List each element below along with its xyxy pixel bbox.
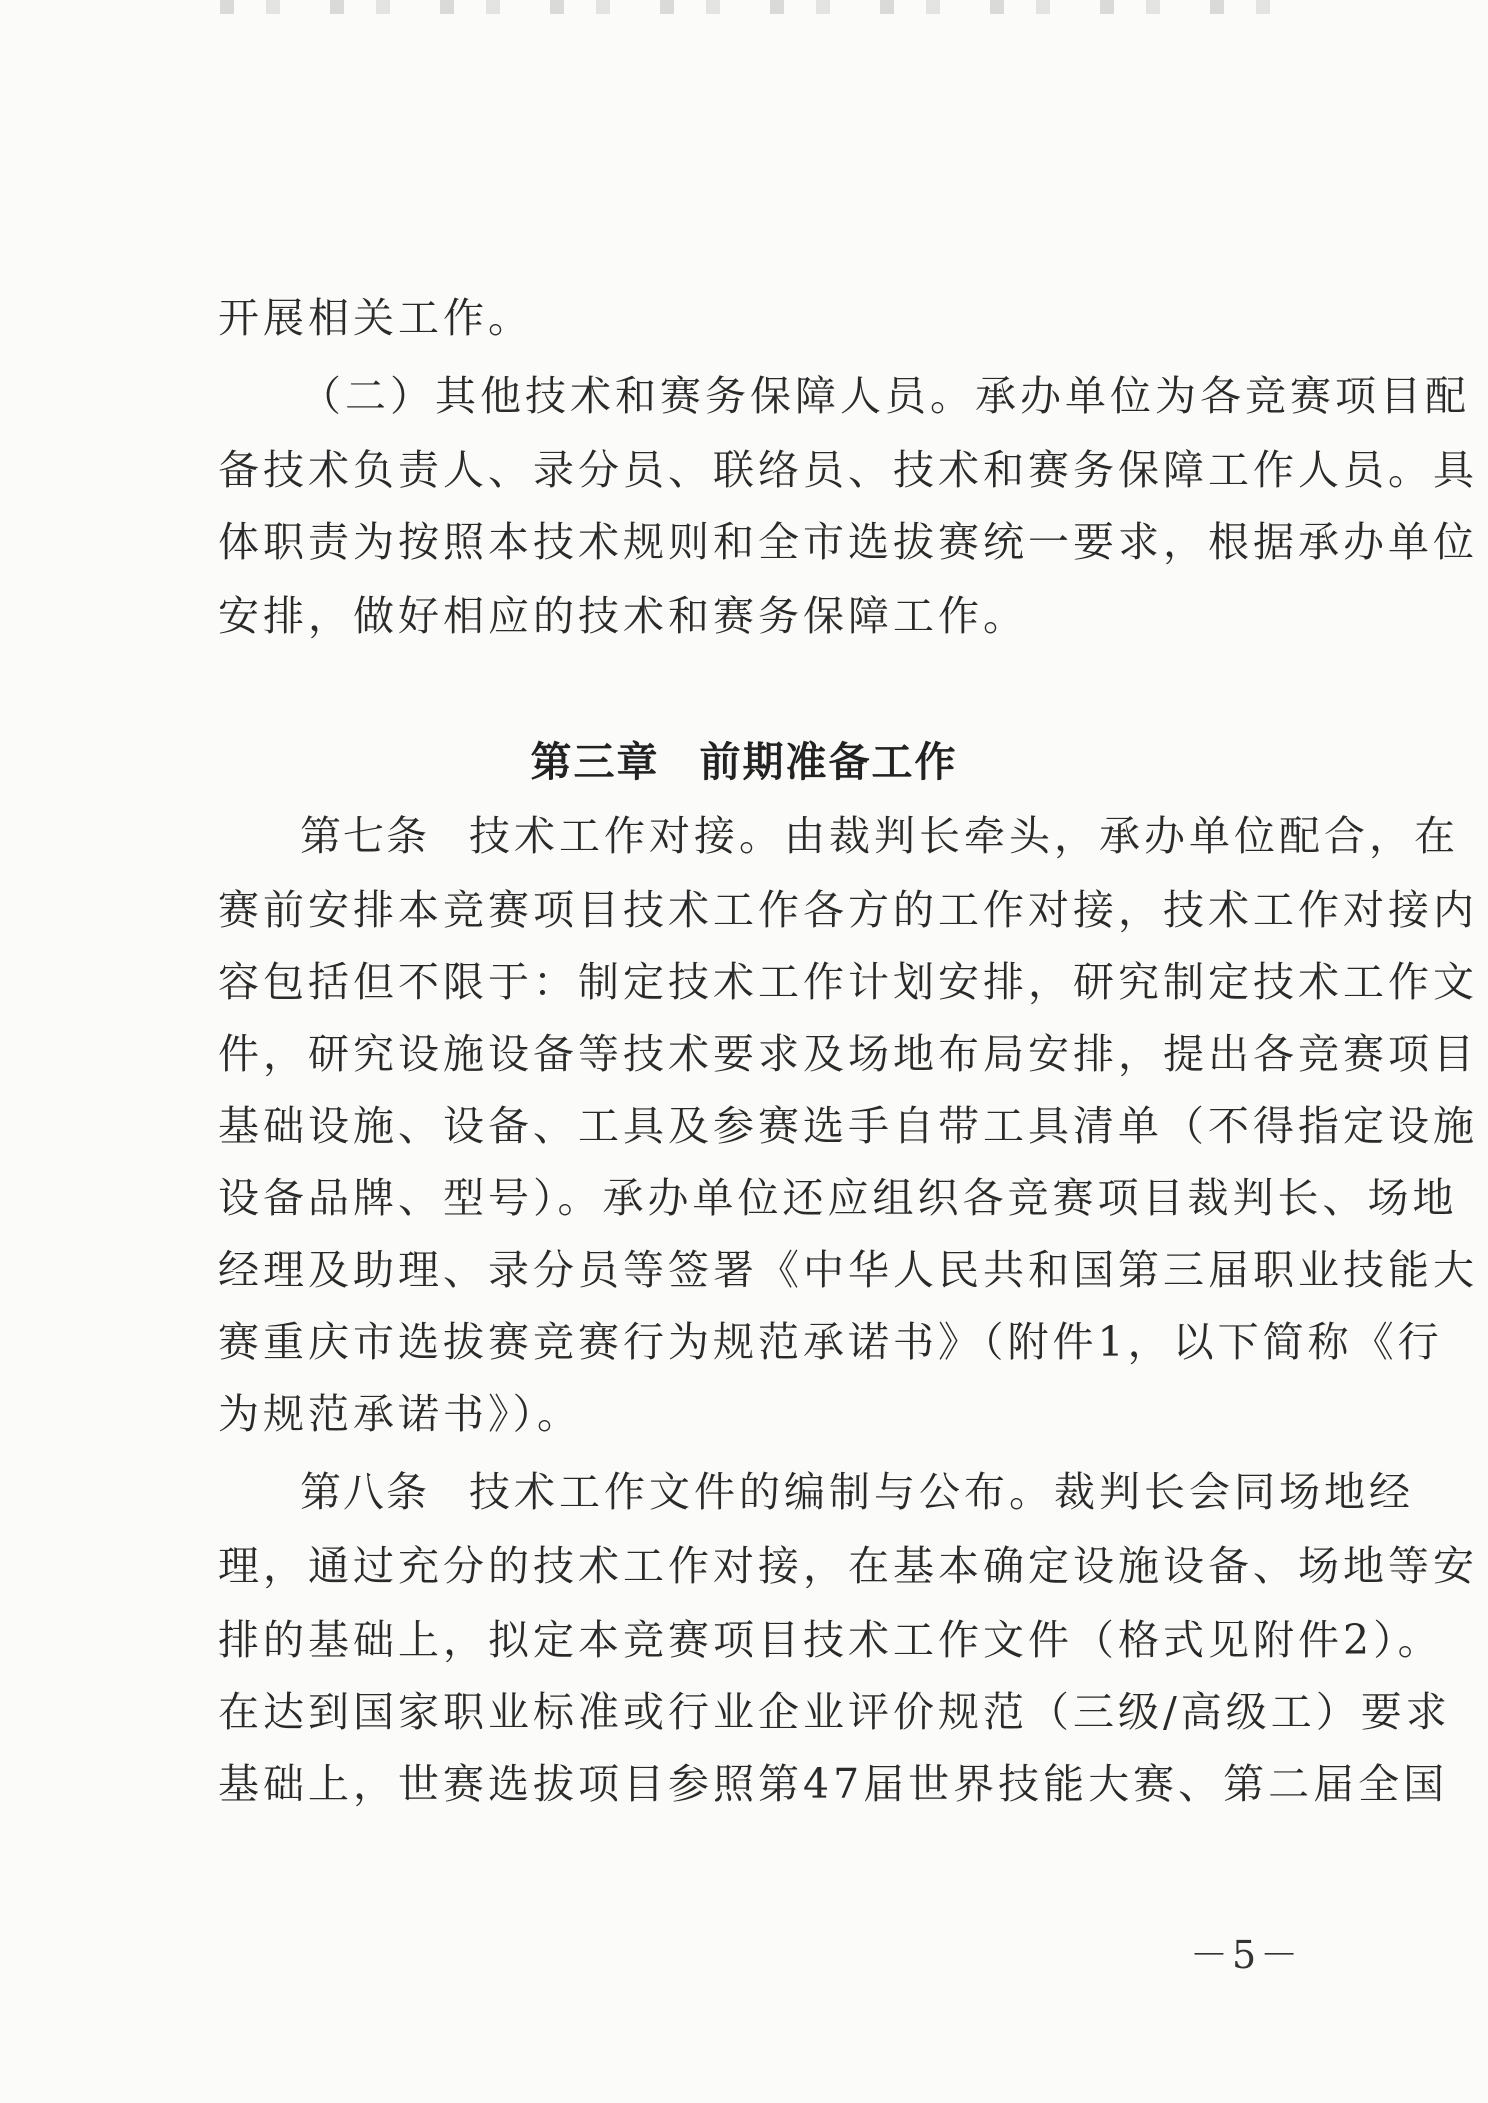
text-line: 容包括但不限于：制定技术工作计划安排，研究制定技术工作文 bbox=[218, 958, 1478, 1006]
text-line: （二）其他技术和赛务保障人员。承办单位为各竞赛项目配 bbox=[300, 372, 1470, 420]
chapter-title: 前期准备工作 bbox=[699, 738, 958, 786]
text-line: 赛重庆市选拔赛竞赛行为规范承诺书》（附件1，以下简称《行 bbox=[218, 1318, 1443, 1366]
chapter-heading bbox=[0, 732, 1488, 792]
text-line: 为规范承诺书》）。 bbox=[218, 1390, 582, 1438]
article-7-text: 技术工作对接。由裁判长牵头，承办单位配合，在 bbox=[469, 812, 1459, 860]
text-line: 备技术负责人、录分员、联络员、技术和赛务保障工作人员。具 bbox=[218, 446, 1478, 494]
text-line: 排的基础上，拟定本竞赛项目技术工作文件（格式见附件2）。 bbox=[218, 1616, 1443, 1664]
text-line: 经理及助理、录分员等签署《中华人民共和国第三届职业技能大 bbox=[218, 1246, 1478, 1294]
text-line: 安排，做好相应的技术和赛务保障工作。 bbox=[218, 592, 1028, 640]
text-line: 体职责为按照本技术规则和全市选拔赛统一要求，根据承办单位 bbox=[218, 518, 1478, 566]
article-8-first-line bbox=[300, 1462, 1414, 1522]
text-line: 开展相关工作。 bbox=[218, 294, 533, 342]
scan-artifact-top bbox=[220, 0, 1280, 14]
article-8-number: 第八条 bbox=[300, 1468, 429, 1516]
text-line: 基础上，世赛选拔项目参照第47届世界技能大赛、第二届全国 bbox=[218, 1760, 1449, 1808]
text-line: 设备品牌、型号）。承办单位还应组织各竞赛项目裁判长、场地 bbox=[218, 1174, 1458, 1222]
chapter-number: 第三章 bbox=[530, 738, 660, 786]
article-8-text: 技术工作文件的编制与公布。裁判长会同场地经 bbox=[469, 1468, 1414, 1516]
text-line: 件，研究设施设备等技术要求及场地布局安排，提出各竞赛项目 bbox=[218, 1030, 1478, 1078]
page-number: －5－ bbox=[1190, 1933, 1303, 1977]
article-7-first-line bbox=[300, 806, 1459, 866]
text-line: 在达到国家职业标准或行业企业评价规范（三级/高级工）要求 bbox=[218, 1688, 1451, 1736]
text-line: 基础设施、设备、工具及参赛选手自带工具清单（不得指定设施 bbox=[218, 1102, 1478, 1150]
text-line: 赛前安排本竞赛项目技术工作各方的工作对接，技术工作对接内 bbox=[218, 886, 1478, 934]
text-line: 理，通过充分的技术工作对接，在基本确定设施设备、场地等安 bbox=[218, 1542, 1478, 1590]
article-7-number: 第七条 bbox=[300, 812, 429, 860]
